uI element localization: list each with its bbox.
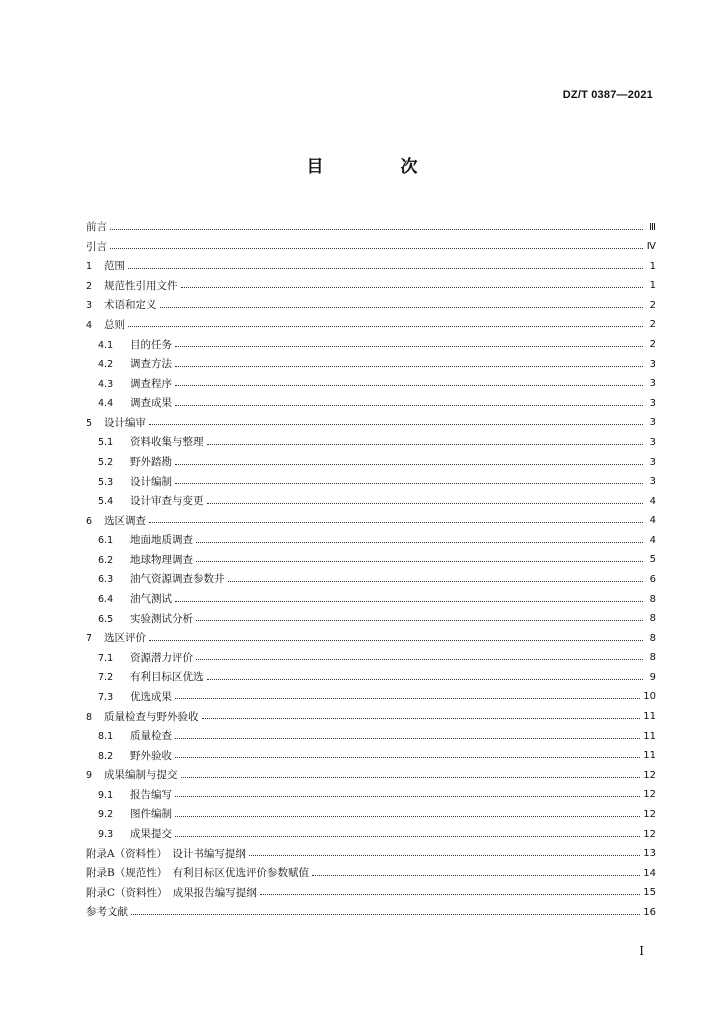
toc-entry[interactable] bbox=[86, 291, 656, 311]
toc-entry-text: 地球物理调查 bbox=[130, 553, 193, 566]
toc-leader-dots bbox=[128, 268, 643, 269]
toc-entry-number: 1 bbox=[86, 261, 93, 273]
toc-entry-page: 1 bbox=[649, 260, 656, 272]
toc-entry-text: 资料收集与整理 bbox=[130, 436, 204, 449]
toc-entry-label bbox=[86, 751, 172, 762]
toc-entry-number: 4.4 bbox=[98, 398, 114, 410]
toc-entry[interactable] bbox=[86, 565, 656, 585]
toc-leader-dots bbox=[196, 659, 643, 660]
toc-leader-dots bbox=[175, 836, 640, 837]
toc-entry-text: 资源潜力评价 bbox=[130, 651, 193, 664]
toc-entry-text: 引言 bbox=[86, 240, 107, 253]
toc-entry-page: 3 bbox=[649, 456, 656, 468]
toc-entry-label bbox=[86, 574, 225, 585]
toc-entry-text: 术语和定义 bbox=[104, 299, 157, 312]
toc-leader-dots bbox=[149, 640, 643, 641]
toc-entry-label bbox=[86, 222, 107, 233]
toc-entry-text: 附录C（资料性） 成果报告编写提纲 bbox=[86, 886, 257, 899]
toc-entry-number: 2 bbox=[86, 280, 93, 292]
toc-entry-text: 有利目标区优选 bbox=[130, 671, 204, 684]
toc-entry[interactable] bbox=[86, 311, 656, 331]
toc-leader-dots bbox=[196, 542, 643, 543]
toc-entry-label bbox=[86, 300, 157, 311]
toc-entry[interactable] bbox=[86, 409, 656, 429]
toc-entry-text: 野外验收 bbox=[130, 749, 172, 762]
toc-entry[interactable] bbox=[86, 330, 656, 350]
toc-entry-page: 8 bbox=[649, 593, 656, 605]
toc-entry-number: 6.5 bbox=[98, 613, 114, 625]
toc-entry-text: 优选成果 bbox=[130, 690, 172, 703]
toc-leader-dots bbox=[260, 894, 640, 895]
toc-entry-number: 5.3 bbox=[98, 476, 114, 488]
toc-entry-page: 15 bbox=[643, 887, 656, 899]
toc-entry-page: 4 bbox=[649, 495, 656, 507]
toc-entry-text: 范围 bbox=[104, 260, 125, 273]
toc-entry-page: 11 bbox=[643, 711, 656, 723]
toc-entry-page: 9 bbox=[649, 671, 656, 683]
toc-leader-dots bbox=[175, 464, 643, 465]
table-of-contents bbox=[86, 213, 656, 918]
toc-entry-number: 7 bbox=[86, 633, 93, 645]
toc-entry-text: 设计编审 bbox=[104, 416, 146, 429]
toc-entry-label bbox=[86, 398, 172, 409]
toc-entry-page: 1 bbox=[649, 280, 656, 292]
toc-entry-page: 6 bbox=[649, 573, 656, 585]
toc-entry-page: 16 bbox=[643, 906, 656, 918]
toc-entry-page: 3 bbox=[649, 358, 656, 370]
toc-entry-page: 8 bbox=[649, 632, 656, 644]
toc-leader-dots bbox=[110, 229, 643, 230]
toc-entry-number: 4.3 bbox=[98, 378, 114, 390]
toc-entry-label bbox=[86, 242, 107, 253]
toc-entry-number: 6.2 bbox=[98, 554, 114, 566]
toc-leader-dots bbox=[207, 444, 644, 445]
toc-entry-page: 5 bbox=[649, 554, 656, 566]
toc-entry-page: 3 bbox=[649, 397, 656, 409]
toc-entry-label bbox=[86, 281, 178, 292]
page-number: I bbox=[639, 944, 644, 958]
toc-entry-text: 选区评价 bbox=[104, 632, 146, 645]
toc-entry-page: 11 bbox=[643, 750, 656, 762]
toc-entry[interactable] bbox=[86, 663, 656, 683]
toc-entry[interactable] bbox=[86, 644, 656, 664]
toc-leader-dots bbox=[175, 483, 643, 484]
toc-entry-number: 5.2 bbox=[98, 457, 114, 469]
toc-leader-dots bbox=[312, 875, 640, 876]
toc-entry-text: 质量检查 bbox=[130, 730, 172, 743]
toc-entry-text: 调查程序 bbox=[130, 377, 172, 390]
toc-entry-text: 附录A（资料性） 设计书编写提纲 bbox=[86, 847, 246, 860]
standard-code: DZ/T 0387—2021 bbox=[562, 89, 653, 101]
toc-entry-page: 3 bbox=[649, 436, 656, 448]
toc-entry-label bbox=[86, 359, 172, 370]
toc-leader-dots bbox=[196, 561, 643, 562]
toc-entry-text: 成果提交 bbox=[130, 828, 172, 840]
toc-entry[interactable] bbox=[86, 859, 656, 879]
toc-entry-text: 参考文献 bbox=[86, 906, 128, 919]
toc-entry-label bbox=[86, 477, 172, 488]
toc-entry-number: 5.4 bbox=[98, 496, 114, 508]
toc-entry-label bbox=[86, 849, 246, 860]
toc-entry-label bbox=[86, 829, 172, 840]
toc-entry-label bbox=[86, 770, 178, 781]
toc-entry-page: Ⅳ bbox=[646, 241, 656, 253]
toc-entry-number: 7.3 bbox=[98, 691, 114, 703]
toc-entry-label bbox=[86, 555, 193, 566]
toc-entry-number: 6 bbox=[86, 515, 93, 527]
toc-entry[interactable] bbox=[86, 428, 656, 448]
toc-entry[interactable] bbox=[86, 702, 656, 722]
toc-leader-dots bbox=[202, 718, 641, 719]
toc-leader-dots bbox=[207, 679, 644, 680]
toc-leader-dots bbox=[160, 307, 644, 308]
toc-entry-label bbox=[86, 535, 193, 546]
toc-entry[interactable] bbox=[86, 879, 656, 899]
toc-entry-number: 4 bbox=[86, 319, 93, 331]
toc-entry[interactable] bbox=[86, 898, 656, 918]
toc-leader-dots bbox=[175, 698, 640, 699]
toc-entry-number: 8.1 bbox=[98, 731, 114, 743]
toc-entry-number: 9.3 bbox=[98, 829, 114, 840]
toc-entry[interactable] bbox=[86, 742, 656, 762]
toc-entry-label bbox=[86, 379, 172, 390]
page-title: 目 次 bbox=[306, 157, 448, 177]
toc-leader-dots bbox=[175, 796, 640, 797]
toc-entry-text: 总则 bbox=[104, 318, 125, 331]
toc-entry[interactable] bbox=[86, 840, 656, 860]
toc-leader-dots bbox=[175, 405, 643, 406]
toc-leader-dots bbox=[149, 424, 643, 425]
toc-entry-page: 8 bbox=[649, 613, 656, 625]
toc-entry[interactable] bbox=[86, 624, 656, 644]
toc-entry-number: 6.4 bbox=[98, 594, 114, 606]
toc-entry-number: 8.2 bbox=[98, 750, 114, 762]
toc-leader-dots bbox=[196, 620, 643, 621]
toc-entry-text: 油气测试 bbox=[130, 593, 172, 606]
toc-leader-dots bbox=[128, 326, 643, 327]
toc-entry-page: 2 bbox=[649, 319, 656, 331]
toc-entry-page: 12 bbox=[643, 769, 656, 781]
toc-entry-page: 4 bbox=[649, 534, 656, 546]
toc-entry-text: 油气资源调查参数井 bbox=[130, 573, 225, 586]
toc-entry-number: 7.1 bbox=[98, 652, 114, 664]
toc-entry-number: 7.2 bbox=[98, 672, 114, 684]
toc-entry-text: 图件编制 bbox=[130, 808, 172, 821]
toc-entry-page: 4 bbox=[649, 515, 656, 527]
toc-entry-label bbox=[86, 320, 125, 331]
toc-entry-text: 野外踏勘 bbox=[130, 456, 172, 469]
toc-entry[interactable] bbox=[86, 370, 656, 390]
toc-entry-page: 12 bbox=[643, 789, 656, 801]
toc-entry-page: 14 bbox=[643, 867, 656, 879]
toc-entry-text: 设计审查与变更 bbox=[130, 495, 204, 508]
toc-entry-label bbox=[86, 692, 172, 703]
toc-entry-label bbox=[86, 653, 193, 664]
toc-leader-dots bbox=[181, 777, 641, 778]
toc-entry-page: 12 bbox=[643, 828, 656, 840]
toc-leader-dots bbox=[149, 522, 643, 523]
toc-entry-label bbox=[86, 633, 146, 644]
toc-entry-page: 2 bbox=[649, 339, 656, 351]
toc-entry[interactable] bbox=[86, 389, 656, 409]
toc-leader-dots bbox=[175, 757, 640, 758]
toc-entry[interactable] bbox=[86, 213, 656, 233]
toc-leader-dots bbox=[207, 503, 644, 504]
toc-entry-label bbox=[86, 614, 193, 625]
toc-leader-dots bbox=[131, 914, 640, 915]
toc-entry-label bbox=[86, 261, 125, 272]
toc-entry-page: 13 bbox=[643, 848, 656, 860]
toc-entry[interactable] bbox=[86, 585, 656, 605]
toc-entry-label bbox=[86, 809, 172, 820]
toc-entry-text: 附录B（规范性） 有利目标区优选评价参数赋值 bbox=[86, 867, 309, 880]
toc-entry[interactable] bbox=[86, 761, 656, 781]
toc-leader-dots bbox=[249, 855, 640, 856]
toc-entry[interactable] bbox=[86, 448, 656, 468]
toc-entry-number: 9.2 bbox=[98, 809, 114, 821]
toc-entry-page: 3 bbox=[649, 417, 656, 429]
toc-entry[interactable] bbox=[86, 507, 656, 527]
toc-entry[interactable] bbox=[86, 605, 656, 625]
toc-entry[interactable] bbox=[86, 487, 656, 507]
toc-entry-label bbox=[86, 496, 204, 507]
toc-entry-number: 8 bbox=[86, 711, 93, 723]
toc-entry-text: 调查成果 bbox=[130, 397, 172, 410]
toc-entry[interactable] bbox=[86, 468, 656, 488]
toc-entry-number: 5.1 bbox=[98, 437, 114, 449]
toc-entry[interactable] bbox=[86, 272, 656, 292]
toc-leader-dots bbox=[228, 581, 644, 582]
toc-entry-page: 3 bbox=[649, 378, 656, 390]
toc-entry-page: Ⅲ bbox=[649, 221, 656, 233]
toc-entry-number: 4.1 bbox=[98, 339, 114, 351]
toc-entry-page: 11 bbox=[643, 730, 656, 742]
toc-entry[interactable] bbox=[86, 781, 656, 801]
toc-entry-label bbox=[86, 340, 172, 351]
toc-entry-text: 设计编制 bbox=[130, 475, 172, 488]
toc-entry-number: 3 bbox=[86, 300, 93, 312]
toc-entry[interactable] bbox=[86, 722, 656, 742]
toc-entry-text: 规范性引用文件 bbox=[104, 279, 178, 292]
toc-entry-label bbox=[86, 907, 128, 918]
toc-entry-text: 成果编制与提交 bbox=[104, 769, 178, 782]
toc-leader-dots bbox=[175, 366, 643, 367]
toc-entry-label bbox=[86, 731, 172, 742]
toc-entry-label bbox=[86, 868, 309, 879]
toc-entry-number: 9 bbox=[86, 770, 93, 782]
toc-entry-number: 6.1 bbox=[98, 535, 114, 547]
toc-leader-dots bbox=[175, 385, 643, 386]
toc-entry[interactable] bbox=[86, 546, 656, 566]
toc-entry-page: 12 bbox=[643, 808, 656, 820]
toc-entry-page: 3 bbox=[649, 476, 656, 488]
toc-entry[interactable] bbox=[86, 526, 656, 546]
toc-entry[interactable] bbox=[86, 820, 656, 840]
toc-entry-label bbox=[86, 888, 257, 899]
toc-entry-text: 前言 bbox=[86, 221, 107, 234]
toc-entry-text: 目的任务 bbox=[130, 338, 172, 351]
toc-entry-label bbox=[86, 672, 204, 683]
toc-entry-page: 8 bbox=[649, 652, 656, 664]
toc-entry[interactable] bbox=[86, 252, 656, 272]
toc-entry-label bbox=[86, 594, 172, 605]
toc-entry[interactable] bbox=[86, 233, 656, 253]
toc-entry[interactable] bbox=[86, 350, 656, 370]
toc-entry-text: 质量检查与野外验收 bbox=[104, 710, 199, 723]
toc-entry-label bbox=[86, 437, 204, 448]
toc-leader-dots bbox=[175, 738, 640, 739]
toc-entry[interactable] bbox=[86, 683, 656, 703]
toc-entry-number: 9.1 bbox=[98, 789, 114, 801]
toc-leader-dots bbox=[181, 287, 644, 288]
toc-entry-text: 报告编写 bbox=[130, 788, 172, 801]
toc-leader-dots bbox=[175, 816, 640, 817]
toc-entry-text: 调查方法 bbox=[130, 358, 172, 371]
toc-entry-label bbox=[86, 418, 146, 429]
toc-entry-number: 6.3 bbox=[98, 574, 114, 586]
toc-entry-text: 选区调查 bbox=[104, 514, 146, 527]
toc-entry-page: 10 bbox=[643, 691, 656, 703]
toc-leader-dots bbox=[175, 601, 643, 602]
toc-entry-label bbox=[86, 516, 146, 527]
toc-entry-text: 地面地质调查 bbox=[130, 534, 193, 547]
toc-entry-page: 2 bbox=[649, 299, 656, 311]
toc-leader-dots bbox=[110, 248, 643, 249]
toc-entry-label bbox=[86, 790, 172, 801]
toc-entry-label bbox=[86, 712, 199, 723]
toc-entry[interactable] bbox=[86, 800, 656, 820]
toc-leader-dots bbox=[175, 346, 643, 347]
toc-entry-label bbox=[86, 457, 172, 468]
toc-entry-text: 实验测试分析 bbox=[130, 612, 193, 625]
toc-entry-number: 5 bbox=[86, 417, 93, 429]
toc-entry-number: 4.2 bbox=[98, 359, 114, 371]
